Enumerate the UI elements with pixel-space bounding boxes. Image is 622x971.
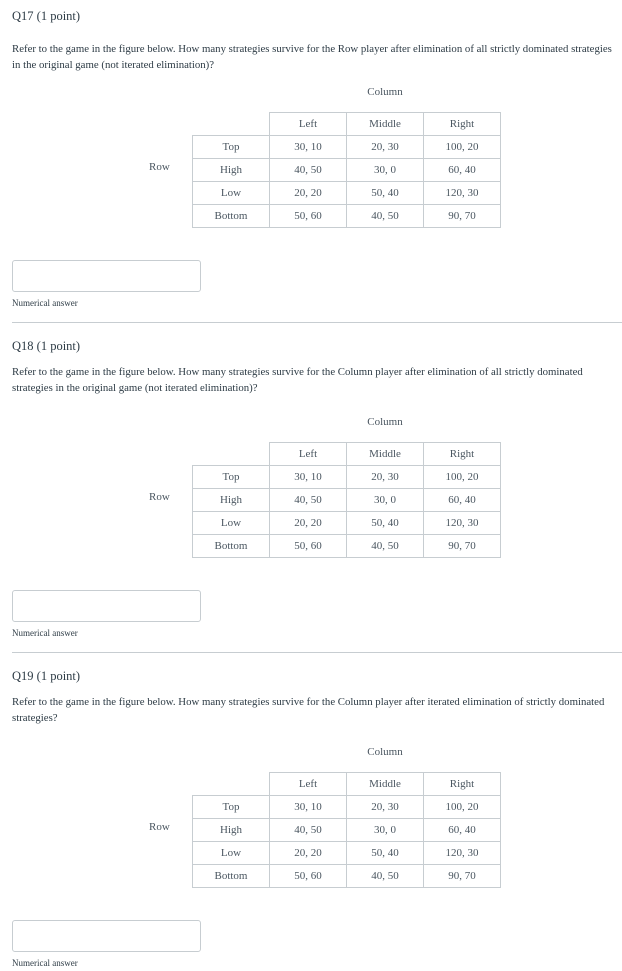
payoff-cell: 50, 60	[270, 535, 347, 558]
payoff-cell: 30, 0	[347, 159, 424, 182]
payoff-cell: 20, 20	[270, 512, 347, 535]
question-text: Refer to the game in the figure below. How many strategies survive for the Column player after elimination of all strictly dominated strategies in the original game (not iterated elimination)?	[12, 366, 583, 394]
payoff-cell: 50, 40	[347, 842, 424, 865]
column-player-label: Column	[367, 416, 403, 428]
column-header-right: Right	[424, 113, 501, 136]
payoff-cell: 50, 60	[270, 205, 347, 228]
column-header-left: Left	[270, 773, 347, 796]
row-label-high: High	[193, 819, 270, 842]
question-title: Q19 (1 point)	[12, 669, 81, 683]
payoff-cell: 40, 50	[270, 819, 347, 842]
payoff-cell: 120, 30	[424, 512, 501, 535]
payoff-cell: 100, 20	[424, 136, 501, 159]
payoff-matrix	[192, 112, 501, 228]
column-header-middle: Middle	[347, 773, 424, 796]
question-q18	[0, 339, 622, 649]
answer-label: Numerical answer	[12, 958, 78, 968]
payoff-cell: 120, 30	[424, 182, 501, 205]
payoff-cell: 100, 20	[424, 796, 501, 819]
question-divider	[12, 322, 622, 323]
row-player-label: Row	[149, 161, 170, 173]
payoff-cell: 90, 70	[424, 865, 501, 888]
payoff-cell: 40, 50	[347, 535, 424, 558]
column-header-right: Right	[424, 443, 501, 466]
row-player-label: Row	[149, 491, 170, 503]
column-header-left: Left	[270, 443, 347, 466]
payoff-cell: 40, 50	[270, 159, 347, 182]
payoff-cell: 30, 10	[270, 796, 347, 819]
payoff-cell: 30, 10	[270, 136, 347, 159]
payoff-cell: 20, 30	[347, 796, 424, 819]
row-label-bottom: Bottom	[193, 205, 270, 228]
column-header-right: Right	[424, 773, 501, 796]
row-label-top: Top	[193, 466, 270, 489]
row-label-low: Low	[193, 182, 270, 205]
question-text: Refer to the game in the figure below. How many strategies survive for the Column player after iterated elimination of strictly dominated strategies?	[12, 696, 605, 724]
payoff-cell: 50, 40	[347, 512, 424, 535]
payoff-cell: 50, 60	[270, 865, 347, 888]
row-label-top: Top	[193, 136, 270, 159]
payoff-matrix	[192, 442, 501, 558]
payoff-cell: 30, 0	[347, 489, 424, 512]
numerical-answer-input[interactable]	[12, 260, 201, 292]
row-label-bottom: Bottom	[193, 535, 270, 558]
row-label-high: High	[193, 159, 270, 182]
column-header-left: Left	[270, 113, 347, 136]
payoff-cell: 20, 20	[270, 842, 347, 865]
payoff-cell: 60, 40	[424, 819, 501, 842]
question-text: Refer to the game in the figure below. How many strategies survive for the Row player after elimination of all strictly dominated strategies in the original game (not iterated elimination)?	[12, 43, 612, 71]
payoff-cell: 20, 30	[347, 136, 424, 159]
numerical-answer-input[interactable]	[12, 920, 201, 952]
numerical-answer-input[interactable]	[12, 590, 201, 622]
payoff-cell: 30, 10	[270, 466, 347, 489]
payoff-cell: 40, 50	[347, 865, 424, 888]
row-label-high: High	[193, 489, 270, 512]
question-q19	[0, 669, 622, 971]
payoff-cell: 60, 40	[424, 159, 501, 182]
answer-label: Numerical answer	[12, 628, 78, 638]
question-title: Q17 (1 point)	[12, 9, 81, 23]
column-player-label: Column	[367, 86, 403, 98]
column-player-label: Column	[367, 746, 403, 758]
question-divider	[12, 652, 622, 653]
payoff-cell: 30, 0	[347, 819, 424, 842]
row-player-label: Row	[149, 821, 170, 833]
payoff-cell: 90, 70	[424, 205, 501, 228]
question-q17	[0, 9, 622, 319]
row-label-low: Low	[193, 842, 270, 865]
payoff-matrix	[192, 772, 501, 888]
payoff-cell: 90, 70	[424, 535, 501, 558]
payoff-cell: 40, 50	[270, 489, 347, 512]
column-header-middle: Middle	[347, 443, 424, 466]
row-label-low: Low	[193, 512, 270, 535]
question-title: Q18 (1 point)	[12, 339, 81, 353]
row-label-bottom: Bottom	[193, 865, 270, 888]
column-header-middle: Middle	[347, 113, 424, 136]
payoff-cell: 20, 20	[270, 182, 347, 205]
payoff-cell: 120, 30	[424, 842, 501, 865]
answer-label: Numerical answer	[12, 298, 78, 308]
payoff-cell: 60, 40	[424, 489, 501, 512]
row-label-top: Top	[193, 796, 270, 819]
payoff-cell: 100, 20	[424, 466, 501, 489]
payoff-cell: 40, 50	[347, 205, 424, 228]
payoff-cell: 20, 30	[347, 466, 424, 489]
payoff-cell: 50, 40	[347, 182, 424, 205]
